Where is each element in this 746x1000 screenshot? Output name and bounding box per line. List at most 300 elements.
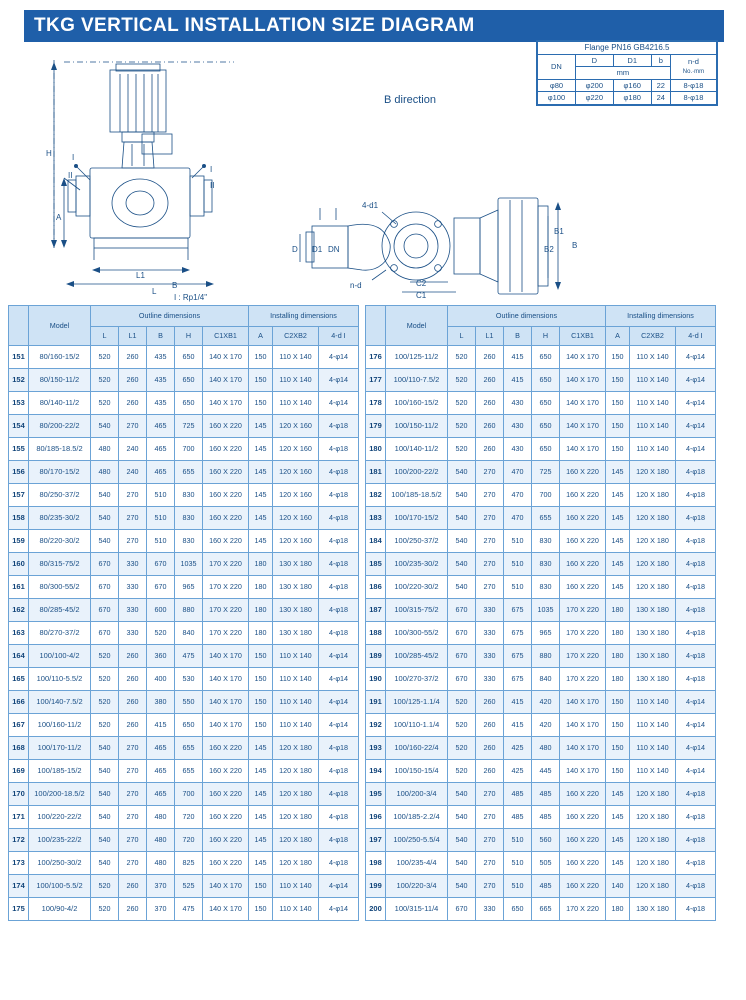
row-a: 150	[606, 369, 630, 392]
row-h: 480	[532, 737, 560, 760]
col-c1b1: C1XB1	[203, 327, 249, 346]
row-4d: 4-φ18	[319, 783, 359, 806]
row-l: 540	[448, 576, 476, 599]
row-l: 540	[91, 415, 119, 438]
row-b: 485	[504, 783, 532, 806]
row-l: 520	[91, 714, 119, 737]
label-d1: D1	[312, 245, 323, 254]
row-b: 415	[504, 369, 532, 392]
flange-cell: φ160	[613, 79, 651, 91]
row-a: 150	[606, 760, 630, 783]
row-c1b1: 140 X 170	[560, 760, 606, 783]
row-a: 145	[249, 806, 273, 829]
row-a: 145	[606, 507, 630, 530]
row-model: 80/185-18.5/2	[29, 438, 91, 461]
row-a: 150	[606, 691, 630, 714]
row-model: 80/140-11/2	[29, 392, 91, 415]
row-b: 510	[504, 875, 532, 898]
table-row	[9, 852, 359, 875]
row-model: 100/160-15/2	[386, 392, 448, 415]
row-4d: 4-φ18	[319, 852, 359, 875]
row-c2b2: 120 X 180	[273, 737, 319, 760]
row-index: 187	[366, 599, 386, 622]
row-4d: 4-φ14	[676, 415, 716, 438]
row-a: 180	[249, 622, 273, 645]
row-l1: 270	[476, 530, 504, 553]
col-model: Model	[386, 306, 448, 346]
row-model: 100/270-37/2	[386, 668, 448, 691]
row-h: 825	[175, 852, 203, 875]
table-row	[366, 691, 716, 714]
table-row	[366, 737, 716, 760]
row-model: 100/220-30/2	[386, 576, 448, 599]
row-index: 174	[9, 875, 29, 898]
row-c2b2: 120 X 160	[273, 530, 319, 553]
row-h: 445	[532, 760, 560, 783]
label-d: D	[292, 245, 298, 254]
row-model: 100/125-11/2	[386, 346, 448, 369]
row-l: 520	[448, 369, 476, 392]
row-h: 720	[175, 829, 203, 852]
row-c1b1: 160 X 220	[560, 461, 606, 484]
row-c2b2: 120 X 180	[630, 829, 676, 852]
row-4d: 4-φ14	[319, 714, 359, 737]
row-4d: 4-φ14	[676, 438, 716, 461]
table-row	[9, 530, 359, 553]
row-b: 675	[504, 622, 532, 645]
note-i: I : Rp1/4"	[174, 293, 208, 302]
table-row	[366, 783, 716, 806]
row-l: 540	[448, 530, 476, 553]
row-c1b1: 160 X 220	[560, 484, 606, 507]
page-title-bar	[24, 10, 724, 42]
col-b: B	[147, 327, 175, 346]
row-l1: 240	[119, 461, 147, 484]
row-h: 650	[175, 346, 203, 369]
row-model: 100/185-2.2/4	[386, 806, 448, 829]
row-h: 505	[532, 852, 560, 875]
row-b: 675	[504, 668, 532, 691]
row-h: 830	[175, 484, 203, 507]
row-4d: 4-φ18	[319, 622, 359, 645]
row-model: 100/110-7.5/2	[386, 369, 448, 392]
table-row	[9, 369, 359, 392]
row-l: 520	[91, 369, 119, 392]
row-l1: 260	[119, 392, 147, 415]
row-l1: 270	[119, 852, 147, 875]
row-a: 145	[249, 530, 273, 553]
row-l1: 270	[119, 737, 147, 760]
flange-cell: φ100	[538, 92, 576, 104]
row-4d: 4-φ14	[676, 346, 716, 369]
row-h: 880	[532, 645, 560, 668]
row-h: 475	[175, 645, 203, 668]
row-a: 150	[249, 392, 273, 415]
row-4d: 4-φ18	[319, 530, 359, 553]
row-c2b2: 130 X 180	[630, 668, 676, 691]
row-c2b2: 120 X 180	[273, 852, 319, 875]
row-h: 830	[175, 507, 203, 530]
table-row	[366, 898, 716, 921]
row-h: 1035	[175, 553, 203, 576]
row-index: 162	[9, 599, 29, 622]
row-b: 480	[147, 806, 175, 829]
table-row	[9, 875, 359, 898]
row-model: 80/300-55/2	[29, 576, 91, 599]
table-row	[366, 875, 716, 898]
row-c1b1: 160 X 220	[203, 461, 249, 484]
row-a: 145	[249, 438, 273, 461]
row-index: 193	[366, 737, 386, 760]
row-h: 550	[175, 691, 203, 714]
row-l1: 270	[119, 829, 147, 852]
row-model: 80/285-45/2	[29, 599, 91, 622]
row-h: 485	[532, 875, 560, 898]
col-model: Model	[29, 306, 91, 346]
row-a: 150	[606, 392, 630, 415]
row-a: 150	[249, 898, 273, 921]
row-a: 145	[606, 852, 630, 875]
row-4d: 4-φ18	[319, 737, 359, 760]
row-model: 80/200-22/2	[29, 415, 91, 438]
row-index: 180	[366, 438, 386, 461]
row-index: 199	[366, 875, 386, 898]
row-c1b1: 140 X 170	[560, 438, 606, 461]
row-l: 540	[91, 760, 119, 783]
row-c1b1: 140 X 170	[203, 645, 249, 668]
row-index: 188	[366, 622, 386, 645]
row-4d: 4-φ18	[319, 599, 359, 622]
row-4d: 4-φ14	[319, 875, 359, 898]
row-l1: 260	[476, 760, 504, 783]
row-model: 100/100-5.5/2	[29, 875, 91, 898]
row-c2b2: 130 X 180	[273, 622, 319, 645]
row-h: 650	[532, 369, 560, 392]
row-model: 100/150-15/4	[386, 760, 448, 783]
row-model: 100/140-7.5/2	[29, 691, 91, 714]
row-l: 540	[448, 783, 476, 806]
row-l: 520	[448, 714, 476, 737]
row-model: 100/110-1.1/4	[386, 714, 448, 737]
row-b: 510	[504, 530, 532, 553]
flange-row	[538, 79, 717, 91]
col-b: B	[504, 327, 532, 346]
table-row	[9, 461, 359, 484]
row-a: 145	[249, 829, 273, 852]
row-a: 150	[249, 369, 273, 392]
row-c2b2: 130 X 180	[630, 599, 676, 622]
row-index: 153	[9, 392, 29, 415]
table-row	[366, 369, 716, 392]
flange-unit: mm	[575, 67, 670, 79]
row-l1: 270	[119, 530, 147, 553]
row-c1b1: 140 X 170	[560, 415, 606, 438]
flange-cell: φ80	[538, 79, 576, 91]
row-l1: 260	[119, 668, 147, 691]
row-h: 530	[175, 668, 203, 691]
row-c2b2: 120 X 180	[273, 760, 319, 783]
row-index: 192	[366, 714, 386, 737]
row-l1: 260	[476, 415, 504, 438]
flange-header-b: b	[651, 55, 670, 67]
row-l1: 270	[476, 553, 504, 576]
row-model: 80/150-11/2	[29, 369, 91, 392]
table-row	[9, 415, 359, 438]
table-row	[9, 507, 359, 530]
row-b: 480	[147, 852, 175, 875]
row-4d: 4-φ14	[676, 760, 716, 783]
label-roman-ii: II	[68, 171, 73, 180]
row-c1b1: 160 X 220	[203, 852, 249, 875]
flange-cell: φ180	[613, 92, 651, 104]
col-l1: L1	[119, 327, 147, 346]
row-a: 180	[249, 576, 273, 599]
row-4d: 4-φ18	[676, 553, 716, 576]
row-c2b2: 110 X 140	[273, 691, 319, 714]
row-a: 180	[606, 898, 630, 921]
row-h: 830	[175, 530, 203, 553]
col-installing-group: Installing dimensions	[606, 306, 716, 327]
row-model: 100/170-15/2	[386, 507, 448, 530]
row-l: 540	[91, 737, 119, 760]
row-b: 415	[504, 346, 532, 369]
row-l1: 330	[119, 576, 147, 599]
row-c1b1: 160 X 220	[203, 737, 249, 760]
row-index: 173	[9, 852, 29, 875]
row-l1: 260	[476, 714, 504, 737]
flange-title: Flange PN16 GB4216.5	[538, 42, 717, 55]
dimension-tables	[8, 305, 738, 921]
row-c1b1: 160 X 220	[560, 852, 606, 875]
row-c2b2: 130 X 180	[273, 553, 319, 576]
row-l1: 270	[476, 461, 504, 484]
row-a: 145	[606, 553, 630, 576]
label-a: A	[56, 213, 62, 222]
row-b: 465	[147, 783, 175, 806]
row-l: 540	[91, 806, 119, 829]
table-row	[9, 553, 359, 576]
row-c1b1: 160 X 220	[203, 530, 249, 553]
row-c2b2: 110 X 140	[273, 369, 319, 392]
row-model: 80/315-75/2	[29, 553, 91, 576]
row-c2b2: 120 X 180	[630, 507, 676, 530]
row-b: 370	[147, 875, 175, 898]
row-a: 150	[249, 645, 273, 668]
row-b: 380	[147, 691, 175, 714]
dimension-table-left	[8, 305, 359, 921]
row-c2b2: 120 X 180	[273, 783, 319, 806]
col-index	[366, 306, 386, 346]
row-c2b2: 130 X 180	[273, 599, 319, 622]
label-h: H	[46, 149, 52, 158]
row-a: 145	[606, 576, 630, 599]
row-model: 100/315-11/4	[386, 898, 448, 921]
row-c1b1: 170 X 220	[203, 622, 249, 645]
col-l: L	[448, 327, 476, 346]
row-a: 145	[606, 806, 630, 829]
row-index: 179	[366, 415, 386, 438]
row-b: 465	[147, 415, 175, 438]
row-index: 198	[366, 852, 386, 875]
row-4d: 4-φ18	[319, 461, 359, 484]
row-c1b1: 160 X 220	[203, 829, 249, 852]
row-h: 485	[532, 783, 560, 806]
row-4d: 4-φ18	[319, 415, 359, 438]
row-h: 720	[175, 806, 203, 829]
row-index: 156	[9, 461, 29, 484]
label-nd: n-d	[350, 281, 362, 290]
row-index: 182	[366, 484, 386, 507]
label-c1: C1	[416, 291, 427, 300]
row-c2b2: 110 X 140	[273, 392, 319, 415]
flange-header-dn: DN	[538, 55, 576, 80]
row-h: 485	[532, 806, 560, 829]
row-a: 150	[249, 346, 273, 369]
row-a: 150	[606, 415, 630, 438]
row-l1: 270	[119, 760, 147, 783]
col-h: H	[175, 327, 203, 346]
row-l: 540	[448, 852, 476, 875]
row-b: 510	[147, 484, 175, 507]
row-l: 520	[448, 737, 476, 760]
row-model: 100/200-22/2	[386, 461, 448, 484]
row-c2b2: 120 X 180	[630, 553, 676, 576]
row-l: 520	[91, 668, 119, 691]
row-4d: 4-φ14	[676, 392, 716, 415]
row-l: 520	[91, 691, 119, 714]
col-4d: 4-d I	[676, 327, 716, 346]
row-l1: 270	[119, 783, 147, 806]
row-h: 655	[175, 760, 203, 783]
row-index: 176	[366, 346, 386, 369]
row-a: 145	[606, 783, 630, 806]
row-c1b1: 160 X 220	[560, 530, 606, 553]
col-a: A	[606, 327, 630, 346]
row-model: 100/300-55/2	[386, 622, 448, 645]
row-model: 100/160-22/4	[386, 737, 448, 760]
row-h: 560	[532, 829, 560, 852]
row-4d: 4-φ18	[319, 829, 359, 852]
row-index: 196	[366, 806, 386, 829]
row-index: 172	[9, 829, 29, 852]
row-l1: 260	[119, 691, 147, 714]
row-h: 665	[532, 898, 560, 921]
row-l: 540	[448, 484, 476, 507]
row-c1b1: 140 X 170	[203, 898, 249, 921]
row-c1b1: 140 X 170	[203, 875, 249, 898]
table-row	[366, 484, 716, 507]
row-a: 180	[249, 553, 273, 576]
row-l: 670	[91, 599, 119, 622]
row-l1: 330	[476, 645, 504, 668]
row-h: 880	[175, 599, 203, 622]
row-model: 80/250-37/2	[29, 484, 91, 507]
row-h: 420	[532, 714, 560, 737]
col-installing-group: Installing dimensions	[249, 306, 359, 327]
row-a: 145	[606, 829, 630, 852]
row-l1: 330	[476, 599, 504, 622]
table-row	[366, 576, 716, 599]
row-h: 700	[175, 438, 203, 461]
table-row	[366, 392, 716, 415]
row-b: 435	[147, 369, 175, 392]
row-4d: 4-φ18	[676, 484, 716, 507]
row-a: 145	[249, 415, 273, 438]
row-b: 465	[147, 438, 175, 461]
row-4d: 4-φ18	[676, 530, 716, 553]
row-a: 150	[249, 875, 273, 898]
row-index: 151	[9, 346, 29, 369]
row-h: 650	[175, 369, 203, 392]
row-c2b2: 120 X 180	[630, 484, 676, 507]
row-4d: 4-φ14	[319, 369, 359, 392]
row-c1b1: 160 X 220	[560, 875, 606, 898]
row-b: 510	[504, 829, 532, 852]
row-a: 180	[606, 622, 630, 645]
row-4d: 4-φ18	[676, 461, 716, 484]
row-c2b2: 120 X 160	[273, 461, 319, 484]
row-l: 540	[448, 875, 476, 898]
row-model: 100/250-37/2	[386, 530, 448, 553]
row-a: 145	[249, 461, 273, 484]
row-h: 655	[175, 461, 203, 484]
row-c1b1: 160 X 220	[203, 760, 249, 783]
row-4d: 4-φ18	[319, 760, 359, 783]
row-l: 540	[448, 461, 476, 484]
row-h: 1035	[532, 599, 560, 622]
row-l: 540	[91, 530, 119, 553]
row-c2b2: 120 X 180	[630, 530, 676, 553]
table-row	[9, 760, 359, 783]
row-c2b2: 120 X 180	[630, 806, 676, 829]
row-l: 670	[448, 668, 476, 691]
row-c1b1: 160 X 220	[560, 829, 606, 852]
row-c1b1: 170 X 220	[560, 645, 606, 668]
table-row	[9, 438, 359, 461]
row-c2b2: 120 X 160	[273, 438, 319, 461]
flange-header-d1: D1	[613, 55, 651, 67]
row-4d: 4-φ18	[319, 484, 359, 507]
table-row	[9, 714, 359, 737]
row-b: 510	[504, 852, 532, 875]
row-b: 600	[147, 599, 175, 622]
row-model: 100/200-3/4	[386, 783, 448, 806]
row-b: 430	[504, 392, 532, 415]
row-l: 670	[448, 898, 476, 921]
row-l: 520	[91, 875, 119, 898]
col-outline-group: Outline dimensions	[91, 306, 249, 327]
row-b: 415	[504, 691, 532, 714]
row-4d: 4-φ14	[676, 714, 716, 737]
row-model: 100/110-5.5/2	[29, 668, 91, 691]
row-c1b1: 140 X 170	[203, 714, 249, 737]
table-row	[9, 829, 359, 852]
row-l: 670	[91, 576, 119, 599]
row-4d: 4-φ14	[319, 668, 359, 691]
row-index: 200	[366, 898, 386, 921]
row-c2b2: 120 X 180	[630, 783, 676, 806]
table-row	[9, 645, 359, 668]
row-l: 520	[91, 392, 119, 415]
row-l1: 330	[476, 668, 504, 691]
row-l1: 270	[119, 484, 147, 507]
row-h: 655	[175, 737, 203, 760]
row-h: 420	[532, 691, 560, 714]
row-model: 80/160-15/2	[29, 346, 91, 369]
row-l1: 270	[476, 484, 504, 507]
table-row	[366, 806, 716, 829]
row-a: 180	[249, 599, 273, 622]
